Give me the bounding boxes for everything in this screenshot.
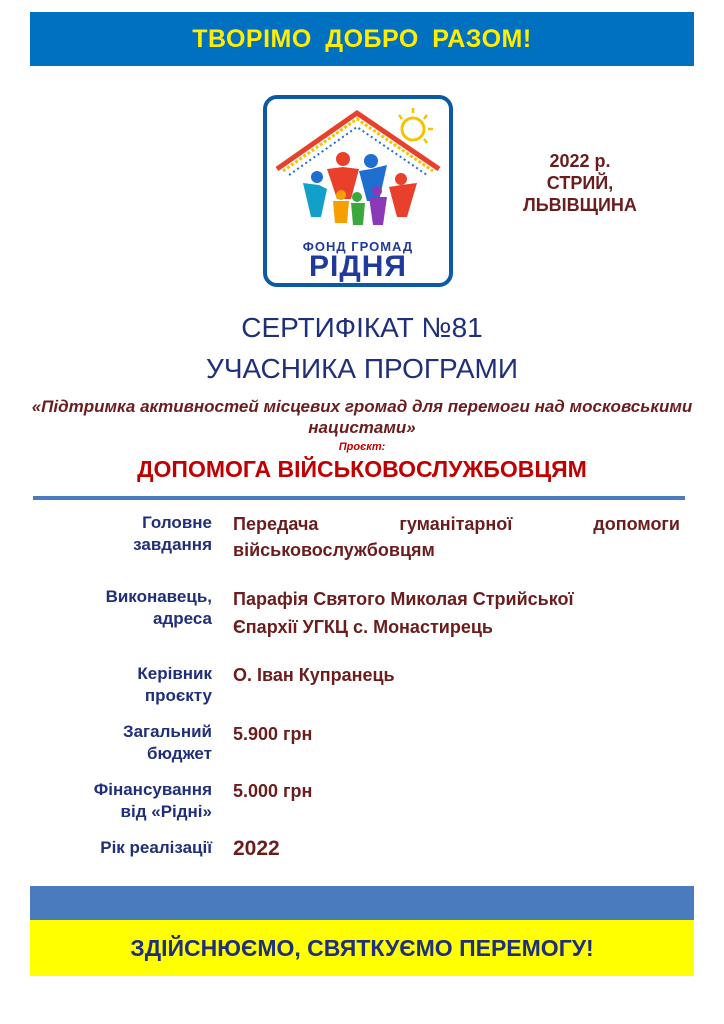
program-name: «Підтримка активностей місцевих громад для перемоги над московськими нацистами» [31, 397, 693, 437]
certificate-subtitle: УЧАСНИКА ПРОГРАМИ [206, 353, 518, 384]
divider [33, 496, 685, 500]
people-icon [303, 152, 417, 225]
sun-icon [399, 108, 433, 143]
year-label: Рік реалізації [100, 838, 212, 857]
lead-value: О. Іван Купранець [233, 665, 395, 685]
top-banner [30, 12, 694, 66]
executor-value-line-2: Єпархії УГКЦ с. Монастирець [233, 617, 493, 637]
project-name: ДОПОМОГА ВІЙСЬКОВОСЛУЖБОВЦЯМ [137, 456, 587, 482]
task-label-line-2: завдання [133, 535, 212, 554]
lead-label-line-1: Керівник [137, 664, 212, 683]
executor-label-line-2: адреса [153, 609, 212, 628]
logo-subtitle: ФОНД ГРОМАД [302, 239, 414, 254]
roof-icon [277, 113, 439, 175]
funding-label-line-2: від «Рідні» [120, 802, 212, 821]
footer-slogan: ЗДІЙСНЮЄМО, СВЯТКУЄМО ПЕРЕМОГУ! [130, 934, 594, 961]
executor-value-line-1: Парафія Святого Миколая Стрийської [233, 589, 574, 609]
lead-label-line-2: проєкту [144, 686, 212, 705]
funding-label [40, 779, 212, 823]
task-value: Передача гуманітарної допомоги військовослужбовцям [233, 514, 680, 560]
certificate-title: СЕРТИФІКАТ №81 [241, 312, 483, 343]
fund-logo [263, 95, 453, 287]
executor-value [233, 585, 680, 641]
executor-label [40, 586, 212, 630]
budget-value: 5.900 грн [233, 724, 313, 744]
budget-label-line-2: бюджет [147, 744, 212, 763]
funding-value: 5.000 грн [233, 781, 313, 801]
year-value: 2022 [233, 837, 280, 860]
task-label-line-1: Головне [142, 513, 212, 532]
task-label [40, 512, 212, 556]
budget-label-line-1: Загальний [122, 722, 212, 741]
lead-label [40, 663, 212, 707]
header-slogan: ТВОРІМО ДОБРО РАЗОМ! [192, 24, 532, 53]
place-city: СТРИЙ, [546, 173, 614, 193]
project-label: Проєкт: [338, 441, 386, 453]
place-year: 2022 р. [549, 151, 611, 171]
budget-label [40, 721, 212, 765]
place-region: ЛЬВІВЩИНА [523, 195, 637, 215]
logo-title: РІДНЯ [309, 250, 407, 283]
footer-blue-band [30, 886, 694, 920]
funding-label-line-1: Фінансування [93, 780, 212, 799]
executor-label-line-1: Виконавець, [105, 587, 212, 606]
footer-banner [30, 920, 694, 976]
place-block [490, 150, 670, 216]
